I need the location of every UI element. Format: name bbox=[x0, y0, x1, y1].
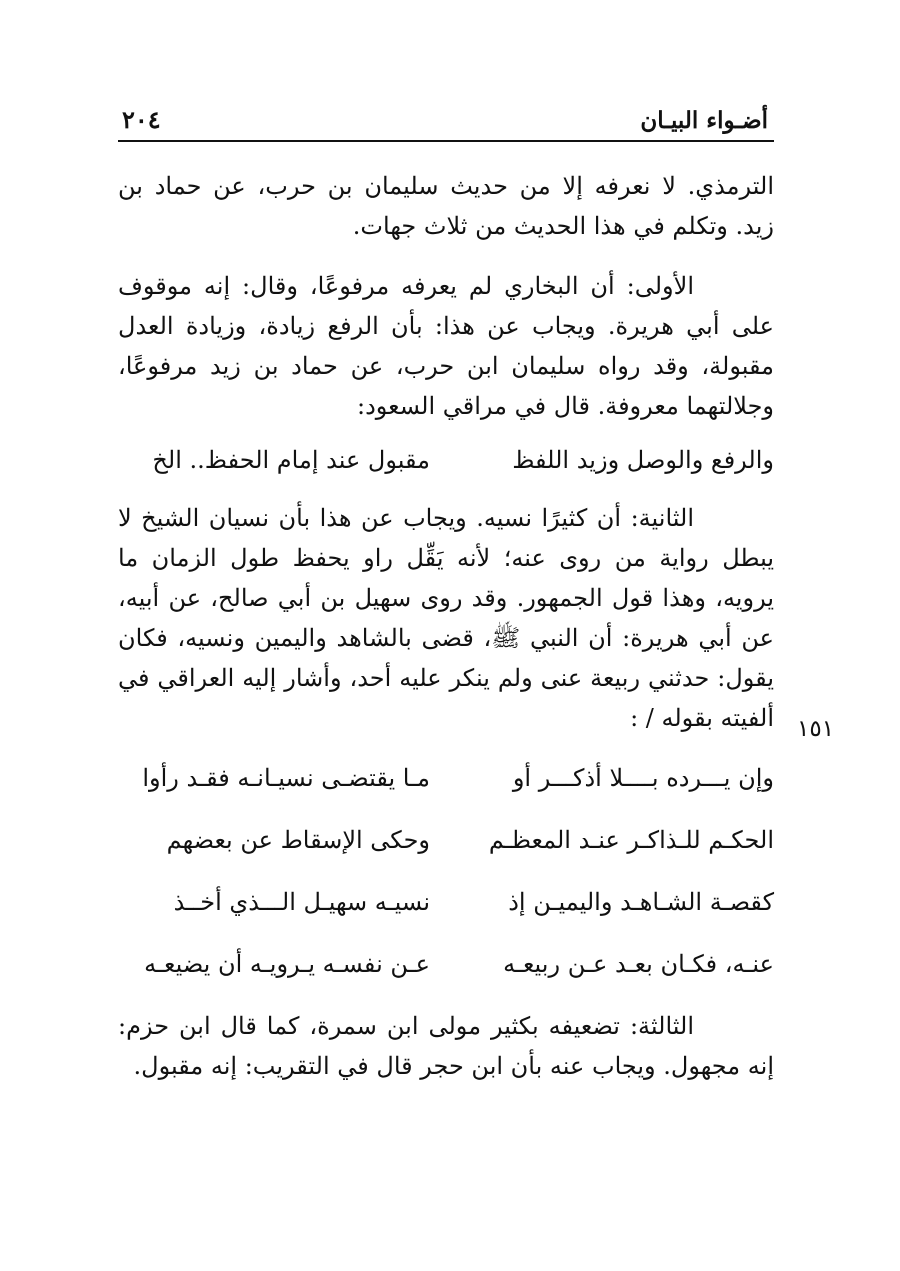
paragraph-third-aspect: الثالثة: تضعيفه بكثير مولى ابن سمرة، كما قال ابن حزم: إنه مجهول. ويجاب عنه بأن ابن حجر قال في التقريب: إنه مقبول. bbox=[118, 1012, 774, 1080]
poem-block bbox=[118, 758, 774, 984]
verse-second-hemistich: عـن نفسـه يـرويـه أن يضيعـه bbox=[144, 950, 430, 978]
paragraph-first-aspect: الأولى: أن البخاري لم يعرفه مرفوعًا، وقال: إنه موقوف على أبي هريرة. ويجاب عن هذا: بأن الرفع زيادة، وزيادة العدل مقبولة، وقد رواه سليمان ابن حرب، عن حماد بن زيد مرفوعًا، وجلالتهما معروفة. قال في مراقي السعود: bbox=[118, 272, 774, 420]
poem-verse bbox=[118, 820, 774, 860]
page-header bbox=[118, 96, 774, 142]
page-number: ٢٠٤ bbox=[122, 105, 161, 134]
poem-verse bbox=[118, 758, 774, 798]
verse-second-hemistich: نسيـه سهيـل الـــذي أخــذ bbox=[173, 888, 430, 916]
verse-first-hemistich: كقصـة الشـاهـد واليميـن إذ bbox=[508, 888, 774, 916]
poem-verse bbox=[118, 882, 774, 922]
verse-second-hemistich: مـا يقتضـى نسيـانـه فقـد رأوا bbox=[142, 764, 430, 792]
paragraph-second-aspect: الثانية: أن كثيرًا نسيه. ويجاب عن هذا بأن نسيان الشيخ لا يبطل رواية من روى عنه؛ لأنه يَقِّل راو يحفظ طول الزمان ما يرويه، وهذا قول الجمهور. وقد روى سهيل بن أبي صالح، عن أبيه، عن أبي هريرة: أن النبي ﷺ، قضى بالشاهد واليمين ونسيه، فكان يقول: حدثني ربيعة عنى ولم ينكر عليه أحد، وأشار إليه العراقي في ألفيته بقوله / : bbox=[118, 504, 774, 732]
verse-first-hemistich: الحكـم للـذاكـر عنـد المعظـم bbox=[488, 826, 774, 854]
document-page bbox=[118, 96, 774, 1256]
paragraph-tirmidhi: الترمذي. لا نعرفه إلا من حديث سليمان بن حرب، عن حماد بن زيد. وتكلم في هذا الحديث من ثلاث جهات. bbox=[118, 172, 774, 240]
verse-first-hemistich: والرفع والوصل وزيد اللفظ bbox=[512, 446, 774, 474]
book-title: أضـواء البيـان bbox=[640, 107, 768, 134]
verse-first-hemistich: عنـه، فكـان بعـد عـن ربيعـه bbox=[503, 950, 774, 978]
verse-second-hemistich: مقبول عند إمام الحفظ.. الخ bbox=[152, 446, 430, 474]
poem-verse bbox=[118, 944, 774, 984]
verse-second-hemistich: وحكى الإسقاط عن بعضهم bbox=[166, 826, 430, 854]
verse-line bbox=[118, 440, 774, 480]
verse-first-hemistich: وإن يـــرده بــــلا أذكـــر أو bbox=[512, 764, 774, 792]
margin-page-number: ١٥١ bbox=[797, 716, 835, 742]
